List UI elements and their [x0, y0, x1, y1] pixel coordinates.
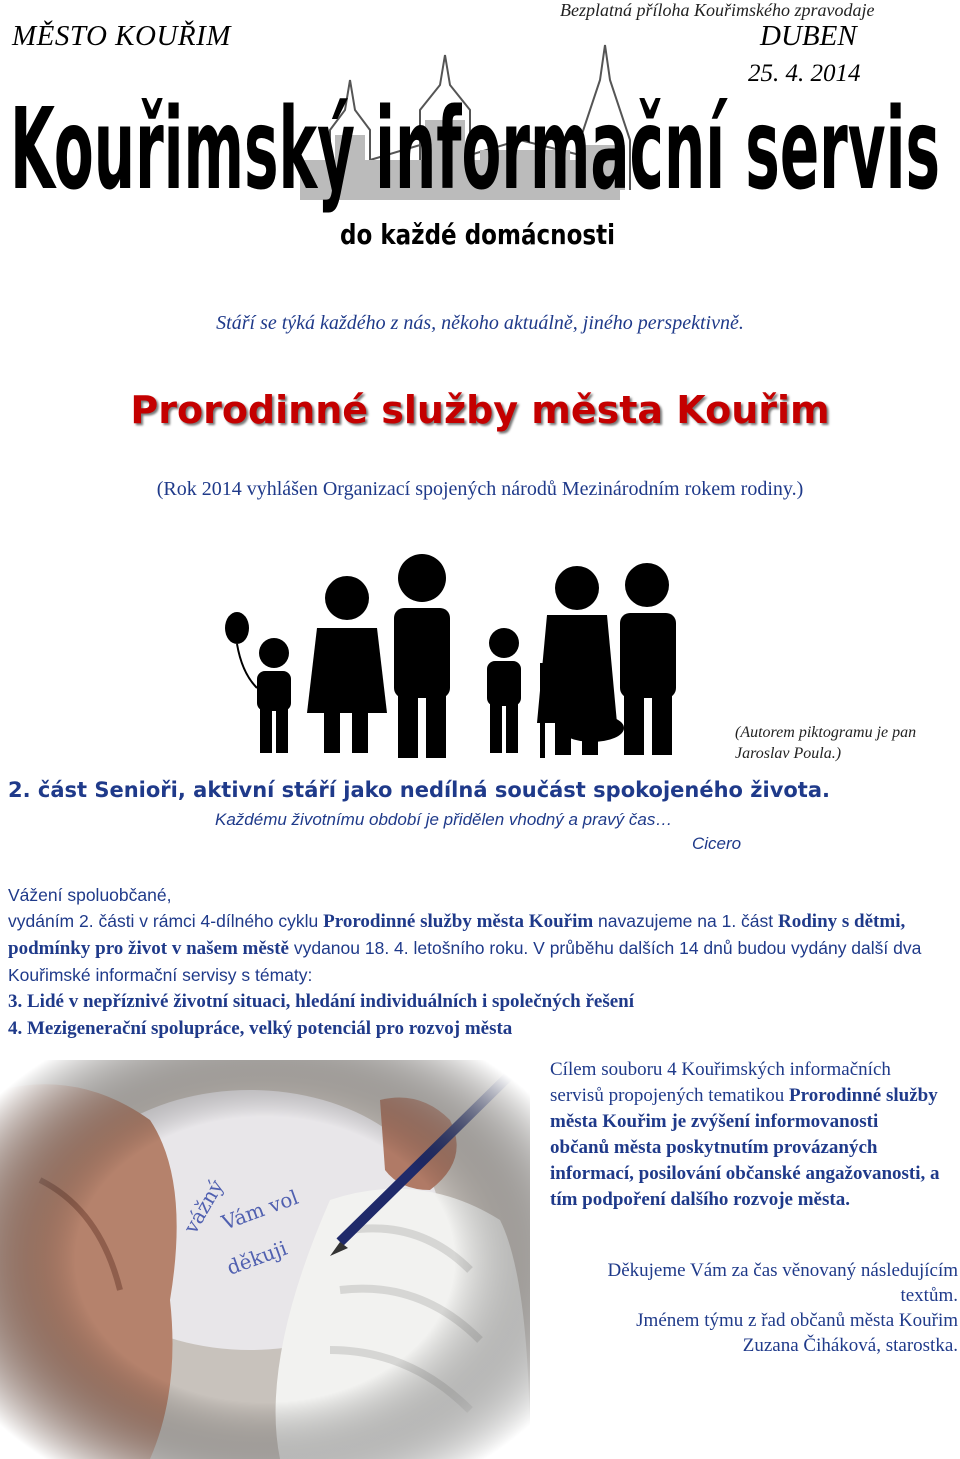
motto-quote: Každému životnímu období je přidělen vhodný a pravý čas…	[215, 810, 673, 829]
issue-date: 25. 4. 2014	[748, 60, 861, 87]
family-pictogram-icon	[222, 553, 702, 763]
thanks-block	[550, 1258, 958, 1358]
masthead-title-text: Kouřimský informační servis	[10, 85, 941, 215]
writing-hand-photo	[0, 1060, 530, 1459]
intro-text-2: navazujeme na 1. část	[593, 911, 779, 931]
part-title: 2. část Senioři, aktivní stáří jako nedílná součást spokojeného života.	[8, 778, 830, 802]
masthead-title	[10, 48, 950, 288]
intro-text-1: vydáním 2. části v rámci 4-dílného cyklu	[8, 911, 324, 931]
supplement-note: Bezplatná příloha Kouřimského zpravodaje	[560, 0, 875, 20]
opening-quote: Stáří se týká každého z nás, někoho aktuálně, jiného perspektivně.	[216, 312, 744, 334]
intro-bold-2: Rodiny s dětmi, podmínky pro život v našem městě	[8, 911, 906, 959]
greeting: Vážení spoluobčané,	[8, 885, 172, 905]
aim-paragraph	[550, 1057, 940, 1213]
aim-lead: Cílem souboru 4 Kouřimských informačních servisů propojených tematikou	[550, 1059, 891, 1106]
town-name: MĚSTO KOUŘIM	[12, 20, 231, 52]
thanks-line1: Děkujeme Vám za čas věnovaný následujícím textům.	[607, 1260, 958, 1306]
masthead-subtitle: do každé domácnosti	[340, 218, 615, 251]
thanks-signature: Zuzana Čiháková, starostka.	[742, 1335, 958, 1356]
page-headline: Prorodinné služby města Kouřim	[130, 388, 830, 432]
topic-item-3: 3. Lidé v nepříznivé životní situaci, hledání individuálních i společných řešení	[8, 991, 635, 1012]
topic-item-4: 4. Mezigenerační spolupráce, velký potenciál pro rozvoj města	[8, 1018, 513, 1039]
year-note: (Rok 2014 vyhlášen Organizací spojených národů Mezinárodním rokem rodiny.)	[156, 478, 804, 500]
intro-text-3: vydanou 18. 4. letošního roku. V průběhu dalších 14 dnů budou vydány další dva Kouřimské informační servisy s tématy:	[8, 938, 922, 985]
issue-month: DUBEN	[760, 20, 857, 52]
intro-bold-1: Prorodinné služby města Kouřim	[323, 911, 594, 932]
intro-paragraph	[8, 908, 953, 1042]
thanks-line2: Jménem týmu z řad občanů města Kouřim	[636, 1310, 958, 1331]
motto-author: Cicero	[692, 834, 742, 853]
aim-bold: Prorodinné služby města Kouřim je zvýšení informovanosti občanů města poskytnutím provázaných informací, posilování občanské angažovanosti, a tím podpoření dalšího rozvoje města.	[550, 1085, 940, 1210]
pictogram-credit	[735, 722, 955, 764]
pictogram-credit-line2: Jaroslav Poula.)	[735, 745, 842, 762]
pictogram-credit-line1: (Autorem piktogramu je pan	[735, 724, 917, 741]
